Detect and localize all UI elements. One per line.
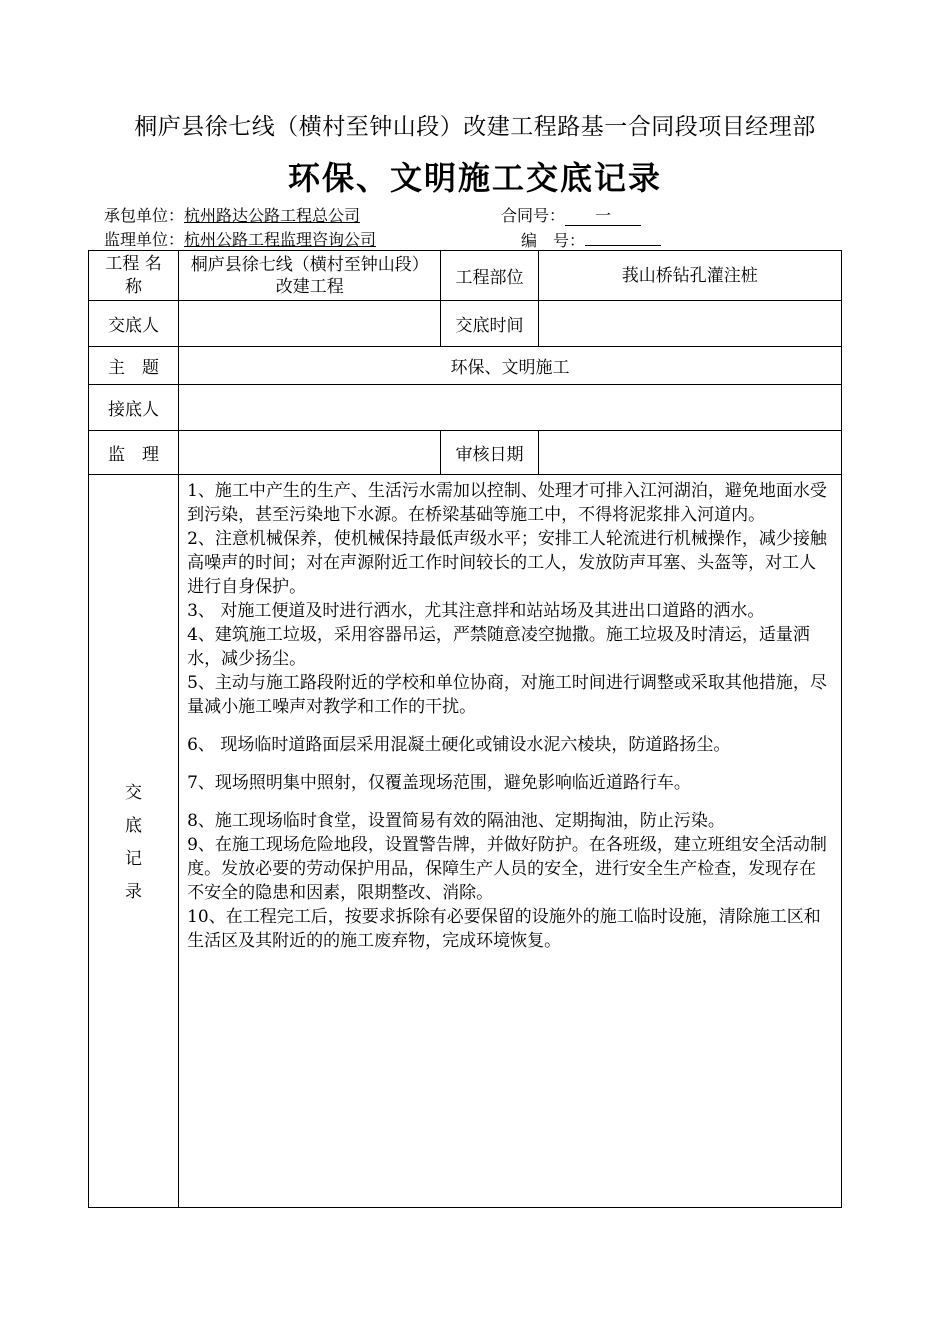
record-item: 7、现场照明集中照射，仅覆盖现场范围，避免影响临近道路行车。 [187, 773, 691, 793]
record-label-char: 交 [125, 783, 143, 803]
document-title: 环保、文明施工交底记录 [287, 159, 662, 197]
time-label: 交底时间 [441, 301, 538, 347]
record-label-char: 底 [125, 816, 143, 836]
record-item: 4、建筑施工垃圾，采用容器吊运，严禁随意凌空抛撒。施工垃圾及时清运，适量洒水，减少扬尘。 [187, 625, 810, 669]
record-item: 8、施工现场临时食堂，设置简易有效的隔油池、定期掏油，防止污染。 [187, 811, 725, 831]
subject-label: 主 题 [89, 347, 179, 385]
record-label-char: 录 [125, 882, 143, 902]
contractor-value: 杭州路达公路工程总公司 [184, 206, 361, 225]
contract-no-line [501, 203, 641, 226]
contractor-line [104, 203, 360, 226]
supervision-value [179, 431, 441, 475]
disclosure-table [88, 250, 842, 1208]
subject-value: 环保、文明施工 [179, 347, 842, 385]
supervisor-label: 监理单位： [104, 230, 185, 249]
record-item: 6、 现场临时道路面层采用混凝土硬化或铺设水泥六棱块，防道路扬尘。 [187, 735, 731, 755]
record-item: 1、施工中产生的生产、生活污水需加以控制、处理才可排入江河湖泊，避免地面水受到污染，甚至污染地下水源。在桥梁基础等施工中，不得将泥浆排入河道内。 [187, 481, 827, 525]
record-item: 2、注意机械保养，使机械保持最低声级水平；安排工人轮流进行机械操作，减少接触高噪声的时间；对在声源附近工作时间较长的工人，发放防声耳塞、头盔等，对工人进行自身保护。 [187, 529, 827, 597]
record-item: 3、 对施工便道及时进行洒水，尤其注意拌和站站场及其进出口道路的洒水。 [187, 601, 765, 621]
record-label-char: 记 [125, 849, 143, 869]
review-date-value [538, 431, 841, 475]
receiver-label: 接底人 [89, 385, 179, 431]
presenter-value [179, 301, 441, 347]
project-part-label: 工程部位 [441, 251, 538, 301]
contract-no-value: 一 [565, 207, 641, 226]
record-label [89, 475, 179, 1208]
review-date-label: 审核日期 [441, 431, 538, 475]
receiver-value [179, 385, 842, 431]
record-item: 10、在工程完工后，按要求拆除有必要保留的设施外的施工临时设施，清除施工区和生活区及其附近的的施工废弃物，完成环境恢复。 [187, 907, 821, 951]
number-label: 编 号： [521, 231, 586, 250]
supervision-label: 监 理 [89, 431, 179, 475]
record-item: 5、主动与施工路段附近的学校和单位协商，对施工时间进行调整或采取其他措施，尽量减小施工噪声对教学和工作的干扰。 [187, 673, 827, 717]
project-name-value: 桐庐县徐七线（横村至钟山段）改建工程 [179, 251, 441, 301]
number-value [585, 227, 661, 246]
contract-no-label: 合同号： [501, 206, 566, 225]
project-name-label: 工程 名称 [89, 251, 179, 301]
number-line [521, 227, 661, 251]
supervisor-value: 杭州公路工程监理咨询公司 [184, 230, 377, 249]
contractor-label: 承包单位： [104, 206, 185, 225]
supervisor-line [104, 227, 376, 250]
project-part-value: 莪山桥钻孔灌注桩 [538, 251, 841, 301]
time-value [538, 301, 841, 347]
presenter-label: 交底人 [89, 301, 179, 347]
record-item: 9、在施工现场危险地段，设置警告牌，并做好防护。在各班级，建立班组安全活动制度。发放必要的劳动保护用品，保障生产人员的安全，进行安全生产检查，发现存在不安全的隐患和因素，限期整改、消除。 [187, 835, 827, 903]
organization-header: 桐庐县徐七线（横村至钟山段）改建工程路基一合同段项目经理部 [134, 114, 816, 140]
record-body [179, 475, 842, 1208]
